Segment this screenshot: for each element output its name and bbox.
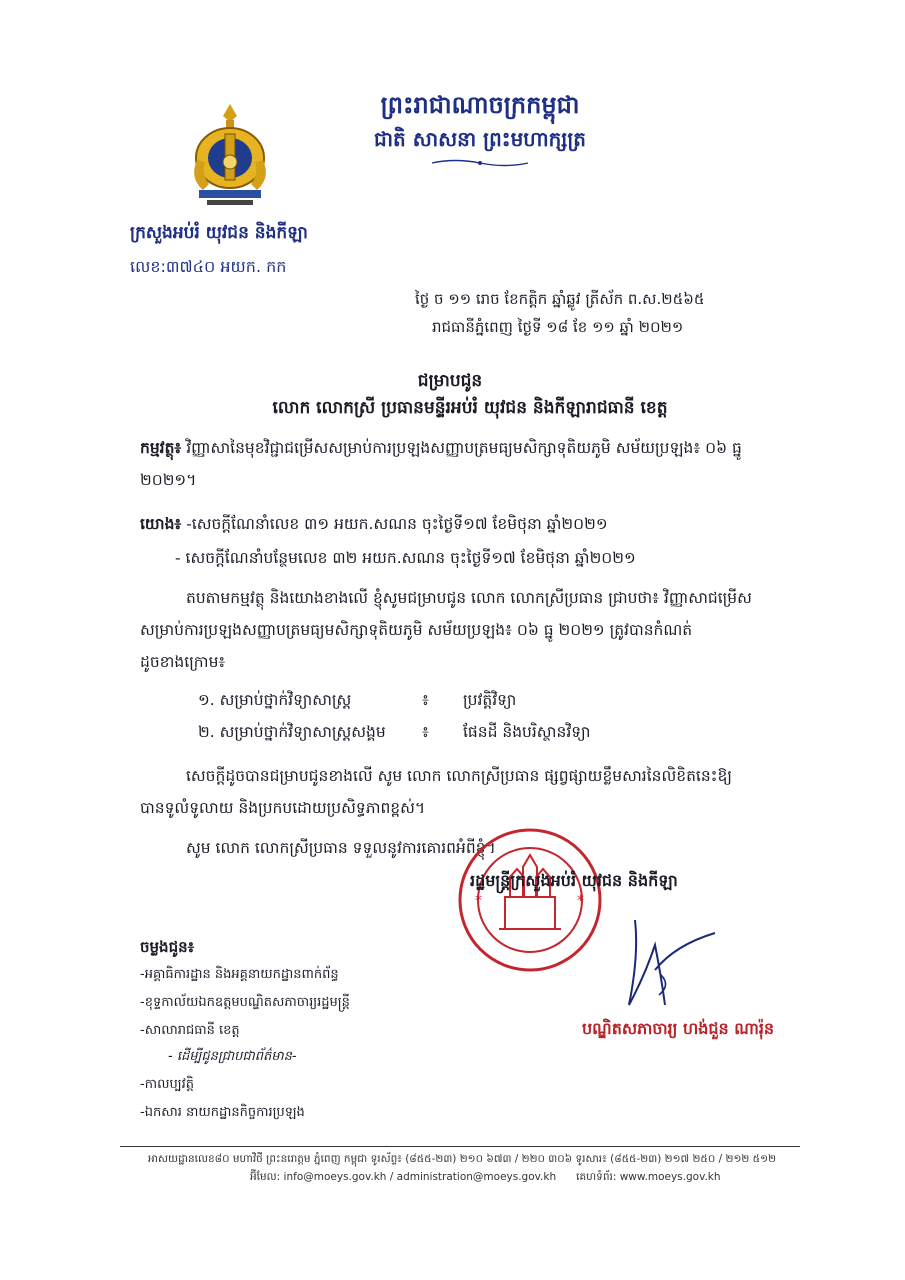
footer-address: អាសយដ្ឋានលេខ៨០ មហាវិថី ព្រះនរោត្តម ភ្នំពេញ កម្ពុជា ទូរស័ព្ទ៖ (៨៥៥-២៣) ២១០ ៦៧៣ / ២២០ ៣០៦ ទូរសារ៖ (៨៥៥-២៣) ២១៧ ២៥០ / ២១២ ៥១២ — [148, 1153, 777, 1165]
website-label: គេហទំព័រ: — [576, 1171, 617, 1183]
ministry-name: ក្រសួងអប់រំ យុវជន និងកីឡា — [130, 223, 308, 243]
list-item-number: ១. — [198, 691, 215, 709]
official-seal-stamp-icon — [455, 825, 605, 975]
paragraph-1-line-3: ដូចខាងក្រោម៖ — [140, 653, 226, 671]
list-item-number: ២. — [198, 723, 215, 741]
recipient-name: លោក លោកស្រី ប្រធានមន្ទីរអប់រំ យុវជន និងកីឡារាជធានី ខេត្ត — [272, 398, 668, 418]
list-item: -អគ្គាធិការដ្ឋាន និងអគ្គនាយកដ្ឋានពាក់ព័ន្ធ — [140, 967, 339, 982]
email-links[interactable]: info@moeys.gov.kh / administration@moeys.gov.kh — [283, 1171, 557, 1183]
subject-text: វិញ្ញាសានៃមុខវិជ្ជាជម្រើសសម្រាប់ការប្រឡងសញ្ញាបត្រមធ្យមសិក្សាទុតិយភូមិ សម័យប្រឡង៖ ០៦ ធ្នូ — [186, 439, 742, 457]
paragraph-1-line-2: សម្រាប់ការប្រឡងសញ្ញាបត្រមធ្យមសិក្សាទុតិយភូមិ សម័យប្រឡង៖ ០៦ ធ្នូ ២០២១ ត្រូវបានកំណត់ — [140, 621, 693, 639]
reference-label: យោង៖ — [140, 515, 182, 533]
paragraph-2-line-2: បានទូលំទូលាយ និងប្រកបដោយប្រសិទ្ធភាពខ្ពស់។ — [140, 799, 426, 817]
list-item-value: ផែនដី និងបរិស្ថានវិទ្យា — [463, 723, 591, 741]
cc-title: ចម្លងជូន៖ — [140, 938, 195, 956]
lunar-date: ថ្ងៃ ច ១១ រោច ខែកត្តិក ឆ្នាំឆ្លូវ ត្រីស័ក ព.ស.២៥៦៥ — [415, 290, 705, 308]
list-item: - ដើម្បីជូនជ្រាបជាព័ត៌មាន- — [168, 1049, 297, 1064]
paragraph-2-line-1: សេចក្តីដូចបានជម្រាបជូនខាងលើ សូម លោក លោកស្រីប្រធាន ផ្សព្វផ្សាយខ្លឹមសារនៃលិខិតនេះឱ្យ — [186, 767, 732, 785]
footer-divider — [120, 1146, 800, 1147]
email-label: អ៊ីមែល: — [250, 1171, 281, 1183]
reference-number: លេខ:៣៧៤០ អយក. កក — [130, 257, 287, 276]
recipient-label: ជម្រាបជូន — [417, 371, 483, 391]
handwritten-signature-icon — [615, 915, 725, 1010]
svg-text:*: * — [475, 893, 482, 909]
paragraph-1-line-1: តបតាមកម្មវត្ថុ និងយោងខាងលើ ខ្ញុំសូមជម្រាបជូន លោក លោកស្រីប្រធាន ជ្រាបថា៖ វិញ្ញាសាជម្រើស — [186, 589, 752, 607]
subject-label: កម្មវត្ថុ៖ — [140, 439, 182, 457]
reference-item-1: -សេចក្តីណែនាំលេខ ៣១ អយក.សណន ចុះថ្ងៃទី១៧ ខែមិថុនា ឆ្នាំ២០២១ — [186, 515, 608, 533]
kingdom-heading: ព្រះរាជាណាចក្រកម្ពុជា — [380, 91, 580, 119]
subject-line-2: ២០២១។ — [140, 471, 197, 489]
reference-line-1 — [140, 508, 608, 540]
list-item-separator: ៖ — [422, 723, 429, 741]
signatory-name: បណ្ឌិតសភាចារ្យ ហង់ជួន ណារ៉ុន — [582, 1019, 775, 1038]
list-item — [198, 716, 386, 748]
signatory-title: រដ្ឋមន្ត្រីក្រសួងអប់រំ យុវជន និងកីឡា — [470, 871, 678, 890]
list-item: -សាលារាជធានី ខេត្ត — [140, 1023, 240, 1038]
list-item-label: សម្រាប់ថ្នាក់វិទ្យាសាស្ត្រសង្គម — [219, 723, 386, 741]
national-motto: ជាតិ សាសនា ព្រះមហាក្សត្រ — [374, 127, 586, 151]
list-item-value: ប្រវត្តិវិទ្យា — [463, 691, 517, 709]
ministry-emblem-logo — [185, 100, 275, 210]
paragraph-3: សូម លោក លោកស្រីប្រធាន ទទួលនូវការគោរពអំពីខ្ញុំ។ — [186, 839, 496, 857]
website-link[interactable]: www.moeys.gov.kh — [619, 1171, 721, 1183]
list-item: -ឯកសារ នាយកដ្ឋានកិច្ចការប្រឡង — [140, 1105, 305, 1120]
subject-line-1 — [140, 432, 742, 464]
list-item: -កាលប្បវត្តិ — [140, 1077, 194, 1092]
list-item-separator: ៖ — [422, 691, 429, 709]
footer-contacts — [250, 1171, 721, 1186]
list-item: -ខុទ្ទកាល័យឯកឧត្តមបណ្ឌិតសភាចារ្យរដ្ឋមន្ត្រី — [140, 995, 350, 1010]
svg-text:*: * — [577, 893, 584, 909]
list-item-label: សម្រាប់ថ្នាក់វិទ្យាសាស្ត្រ — [219, 691, 352, 709]
reference-item-2: - សេចក្តីណែនាំបន្ថែមលេខ ៣២ អយក.សណន ចុះថ្ងៃទី១៧ ខែមិថុនា ឆ្នាំ២០២១ — [175, 549, 636, 567]
ornament-divider-icon — [430, 158, 530, 168]
solar-date: រាជធានីភ្នំពេញ ថ្ងៃទី ១៨ ខែ ១១ ឆ្នាំ ២០២១ — [432, 318, 684, 336]
list-item — [198, 684, 351, 716]
